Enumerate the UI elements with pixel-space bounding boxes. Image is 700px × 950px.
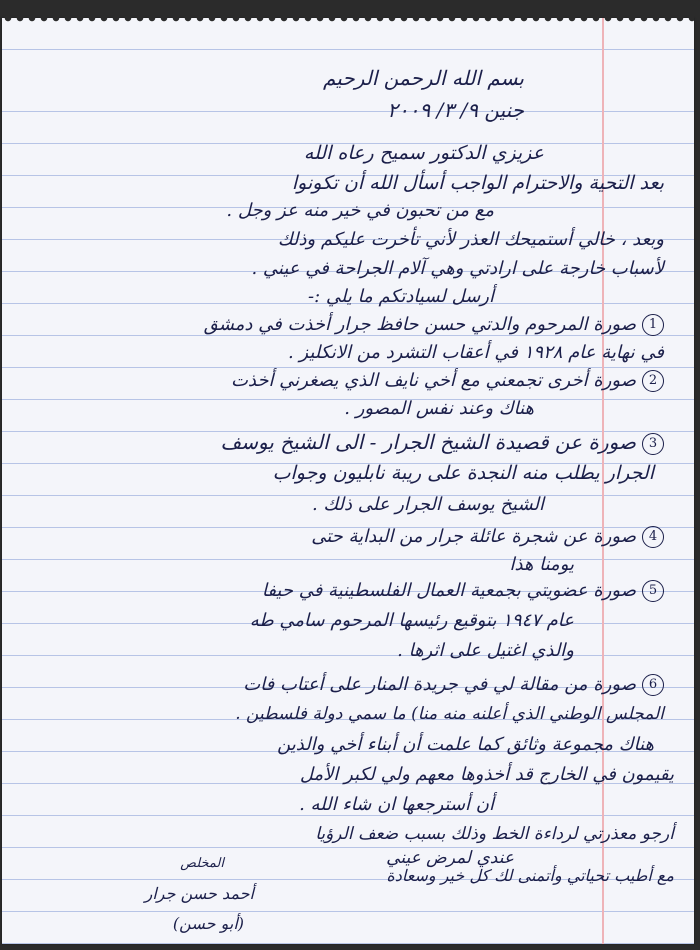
- item-line: هناك مجموعة وثائق كما علمت أن أبناء أخي والذين: [277, 734, 654, 755]
- item-number: 5: [642, 580, 664, 602]
- item-line: أن أسترجعها ان شاء الله .: [299, 794, 494, 815]
- closing-line: مع أطيب تحياتي وأتمنى لك كل خير وسعادة: [386, 866, 674, 885]
- item-line: صورة عن قصيدة الشيخ الجرار - الى الشيخ يوسف: [220, 430, 636, 454]
- item-line: عام ١٩٤٧ بتوقيع رئيسها المرحوم سامي طه: [249, 610, 574, 631]
- body-line: لأسباب خارجة على ارادتي وهي آلام الجراحة في عيني .: [251, 258, 664, 279]
- closing-line: عندي لمرض عيني: [386, 848, 514, 868]
- list-item: [243, 674, 664, 696]
- greeting-line: عزيزي الدكتور سميح رعاه الله: [303, 142, 544, 164]
- item-number: 2: [642, 370, 664, 392]
- item-number: 6: [642, 674, 664, 696]
- item-number: 3: [642, 433, 664, 455]
- body-line: بعد التحية والاحترام الواجب أسأل الله أن تكونوا: [291, 172, 664, 194]
- list-item: [311, 526, 664, 548]
- item-line: صورة عضويتي بجمعية العمال الفلسطينية في حيفا: [261, 580, 636, 601]
- letter-date: جنين ٩/ ٣/ ٢٠٠٩: [387, 98, 524, 122]
- item-line: صورة المرحوم والدتي حسن حافظ جرار أخذت في دمشق: [203, 314, 636, 335]
- item-line: الشيخ يوسف الجرار على ذلك .: [311, 494, 544, 515]
- list-item: [220, 430, 664, 455]
- item-line: يومنا هذا: [509, 554, 574, 575]
- perforated-edge: [2, 12, 694, 24]
- item-number: 1: [642, 314, 664, 336]
- item-line: صورة عن شجرة عائلة جرار من البداية حتى: [311, 526, 636, 547]
- item-line: الجرار يطلب منه النجدة على ريبة نابليون وجواب: [272, 462, 654, 484]
- body-line: أرسل لسيادتكم ما يلي :-: [308, 286, 494, 307]
- body-line: مع من تحبون في خير منه عز وجل .: [226, 200, 494, 221]
- basmala: بسم الله الرحمن الرحيم: [322, 66, 524, 90]
- list-item: [204, 314, 664, 336]
- signature-kunya: (أبو حسن): [172, 914, 244, 933]
- signature-title: المخلص: [180, 856, 224, 871]
- item-line: هناك وعند نفس المصور .: [344, 398, 534, 419]
- body-line: وبعد ، خالي أستميحك العذر لأني تأخرت عليكم وذلك: [277, 229, 664, 250]
- item-line: في نهاية عام ١٩٢٨ في أعقاب التشرد من الانكليز .: [287, 342, 664, 363]
- item-line: والذي اغتيل على اثرها .: [397, 640, 574, 661]
- item-line: يقيمون في الخارج قد أخذوها معهم ولي لكبر الأمل: [299, 764, 674, 785]
- list-item: [262, 580, 664, 602]
- closing-line: أرجو معذرتي لرداءة الخط وذلك بسبب ضعف الرؤيا: [315, 824, 674, 844]
- notebook-sheet: [2, 18, 694, 944]
- list-item: [231, 370, 664, 392]
- item-line: المجلس الوطني الذي أعلنه منه منا) ما سمي دولة فلسطين .: [235, 704, 664, 724]
- signature-name: أحمد حسن جرار: [144, 884, 254, 903]
- item-line: صورة من مقالة لي في جريدة المنار على أعتاب فات: [243, 674, 636, 695]
- item-line: صورة أخرى تجمعني مع أخي نايف الذي يصغرني أخذت: [230, 370, 636, 391]
- item-number: 4: [642, 526, 664, 548]
